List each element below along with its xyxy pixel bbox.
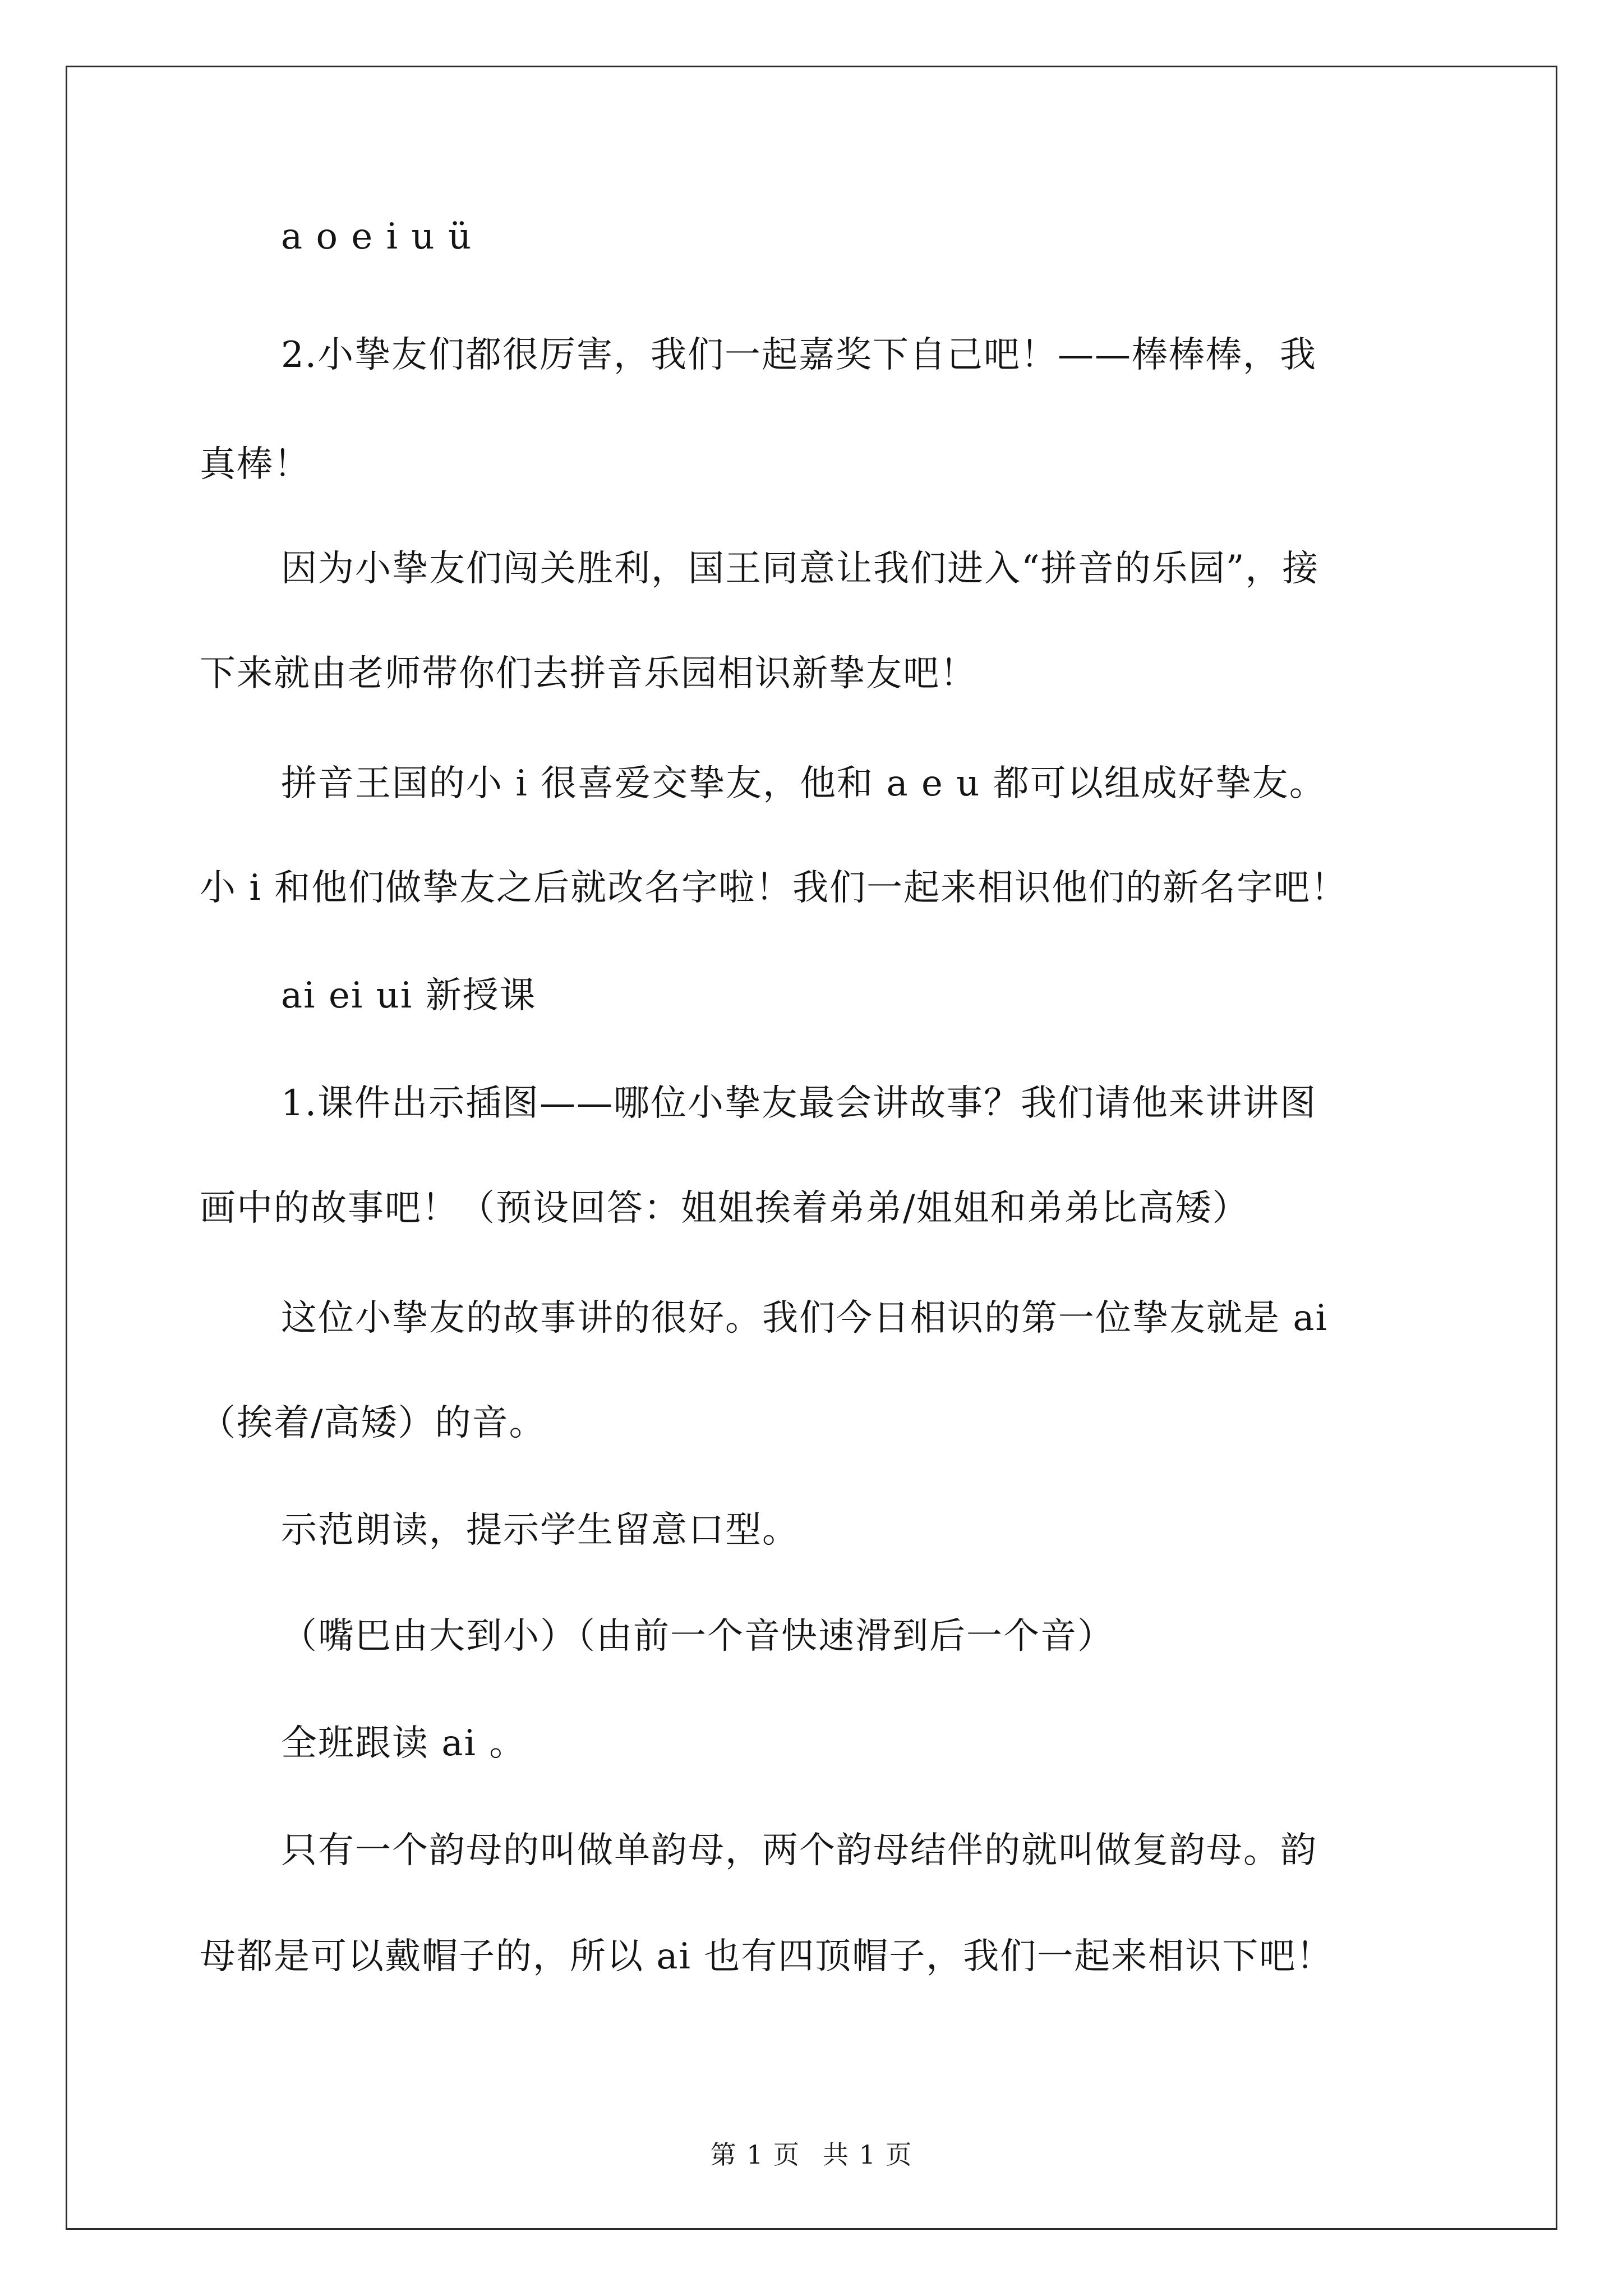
paragraph-enter-park-line2: 下来就由老师带你们去拼音乐园相识新挚友吧！ (200, 653, 977, 694)
paragraph-first-friend-line1: 这位小挚友的故事讲的很好。我们今日相识的第一位挚友就是 ai (281, 1297, 1328, 1339)
paragraph-praise-line1: 2.小挚友们都很厉害，我们一起嘉奖下自己吧！——棒棒棒，我 (281, 334, 1317, 376)
page-number-current: 第 1 页 (710, 2139, 800, 2170)
paragraph-compound-vowel-line2: 母都是可以戴帽子的，所以 ai 也有四顶帽子，我们一起来相识下吧！ (200, 1936, 1334, 1977)
paragraph-illustration-line1: 1.课件出示插图——哪位小挚友最会讲故事？我们请他来讲讲图 (281, 1083, 1317, 1124)
page-number-total: 共 1 页 (823, 2139, 913, 2170)
paragraph-vowels: a o e i u ü (281, 216, 473, 257)
paragraph-little-i-line1: 拼音王国的小 i 很喜爱交挚友，他和 a e u 都可以组成好挚友。 (281, 763, 1326, 804)
paragraph-praise-line2: 真棒！ (200, 444, 311, 485)
paragraph-first-friend-line2: （挨着/高矮）的音。 (200, 1402, 546, 1444)
paragraph-mouth-shape: （嘴巴由大到小）（由前一个音快速滑到后一个音） (281, 1616, 1114, 1657)
paragraph-little-i-line2: 小 i 和他们做挚友之后就改名字啦！我们一起来相识他们的新名字吧！ (200, 867, 1348, 909)
paragraph-enter-park-line1: 因为小挚友们闯关胜利，国王同意让我们进入“拼音的乐园”，接 (281, 548, 1320, 590)
page-border (66, 66, 1557, 2230)
page-footer (0, 2134, 1623, 2171)
paragraph-demo-reading: 示范朗读，提示学生留意口型。 (281, 1510, 799, 1551)
paragraph-compound-vowel-line1: 只有一个韵母的叫做单韵母，两个韵母结伴的就叫做复韵母。韵 (281, 1830, 1317, 1871)
paragraph-illustration-line2: 画中的故事吧！（预设回答：姐姐挨着弟弟/姐姐和弟弟比高矮） (200, 1188, 1249, 1229)
section-heading-new-lesson: ai ei ui 新授课 (281, 975, 537, 1016)
paragraph-class-reading: 全班跟读 ai 。 (281, 1723, 527, 1764)
